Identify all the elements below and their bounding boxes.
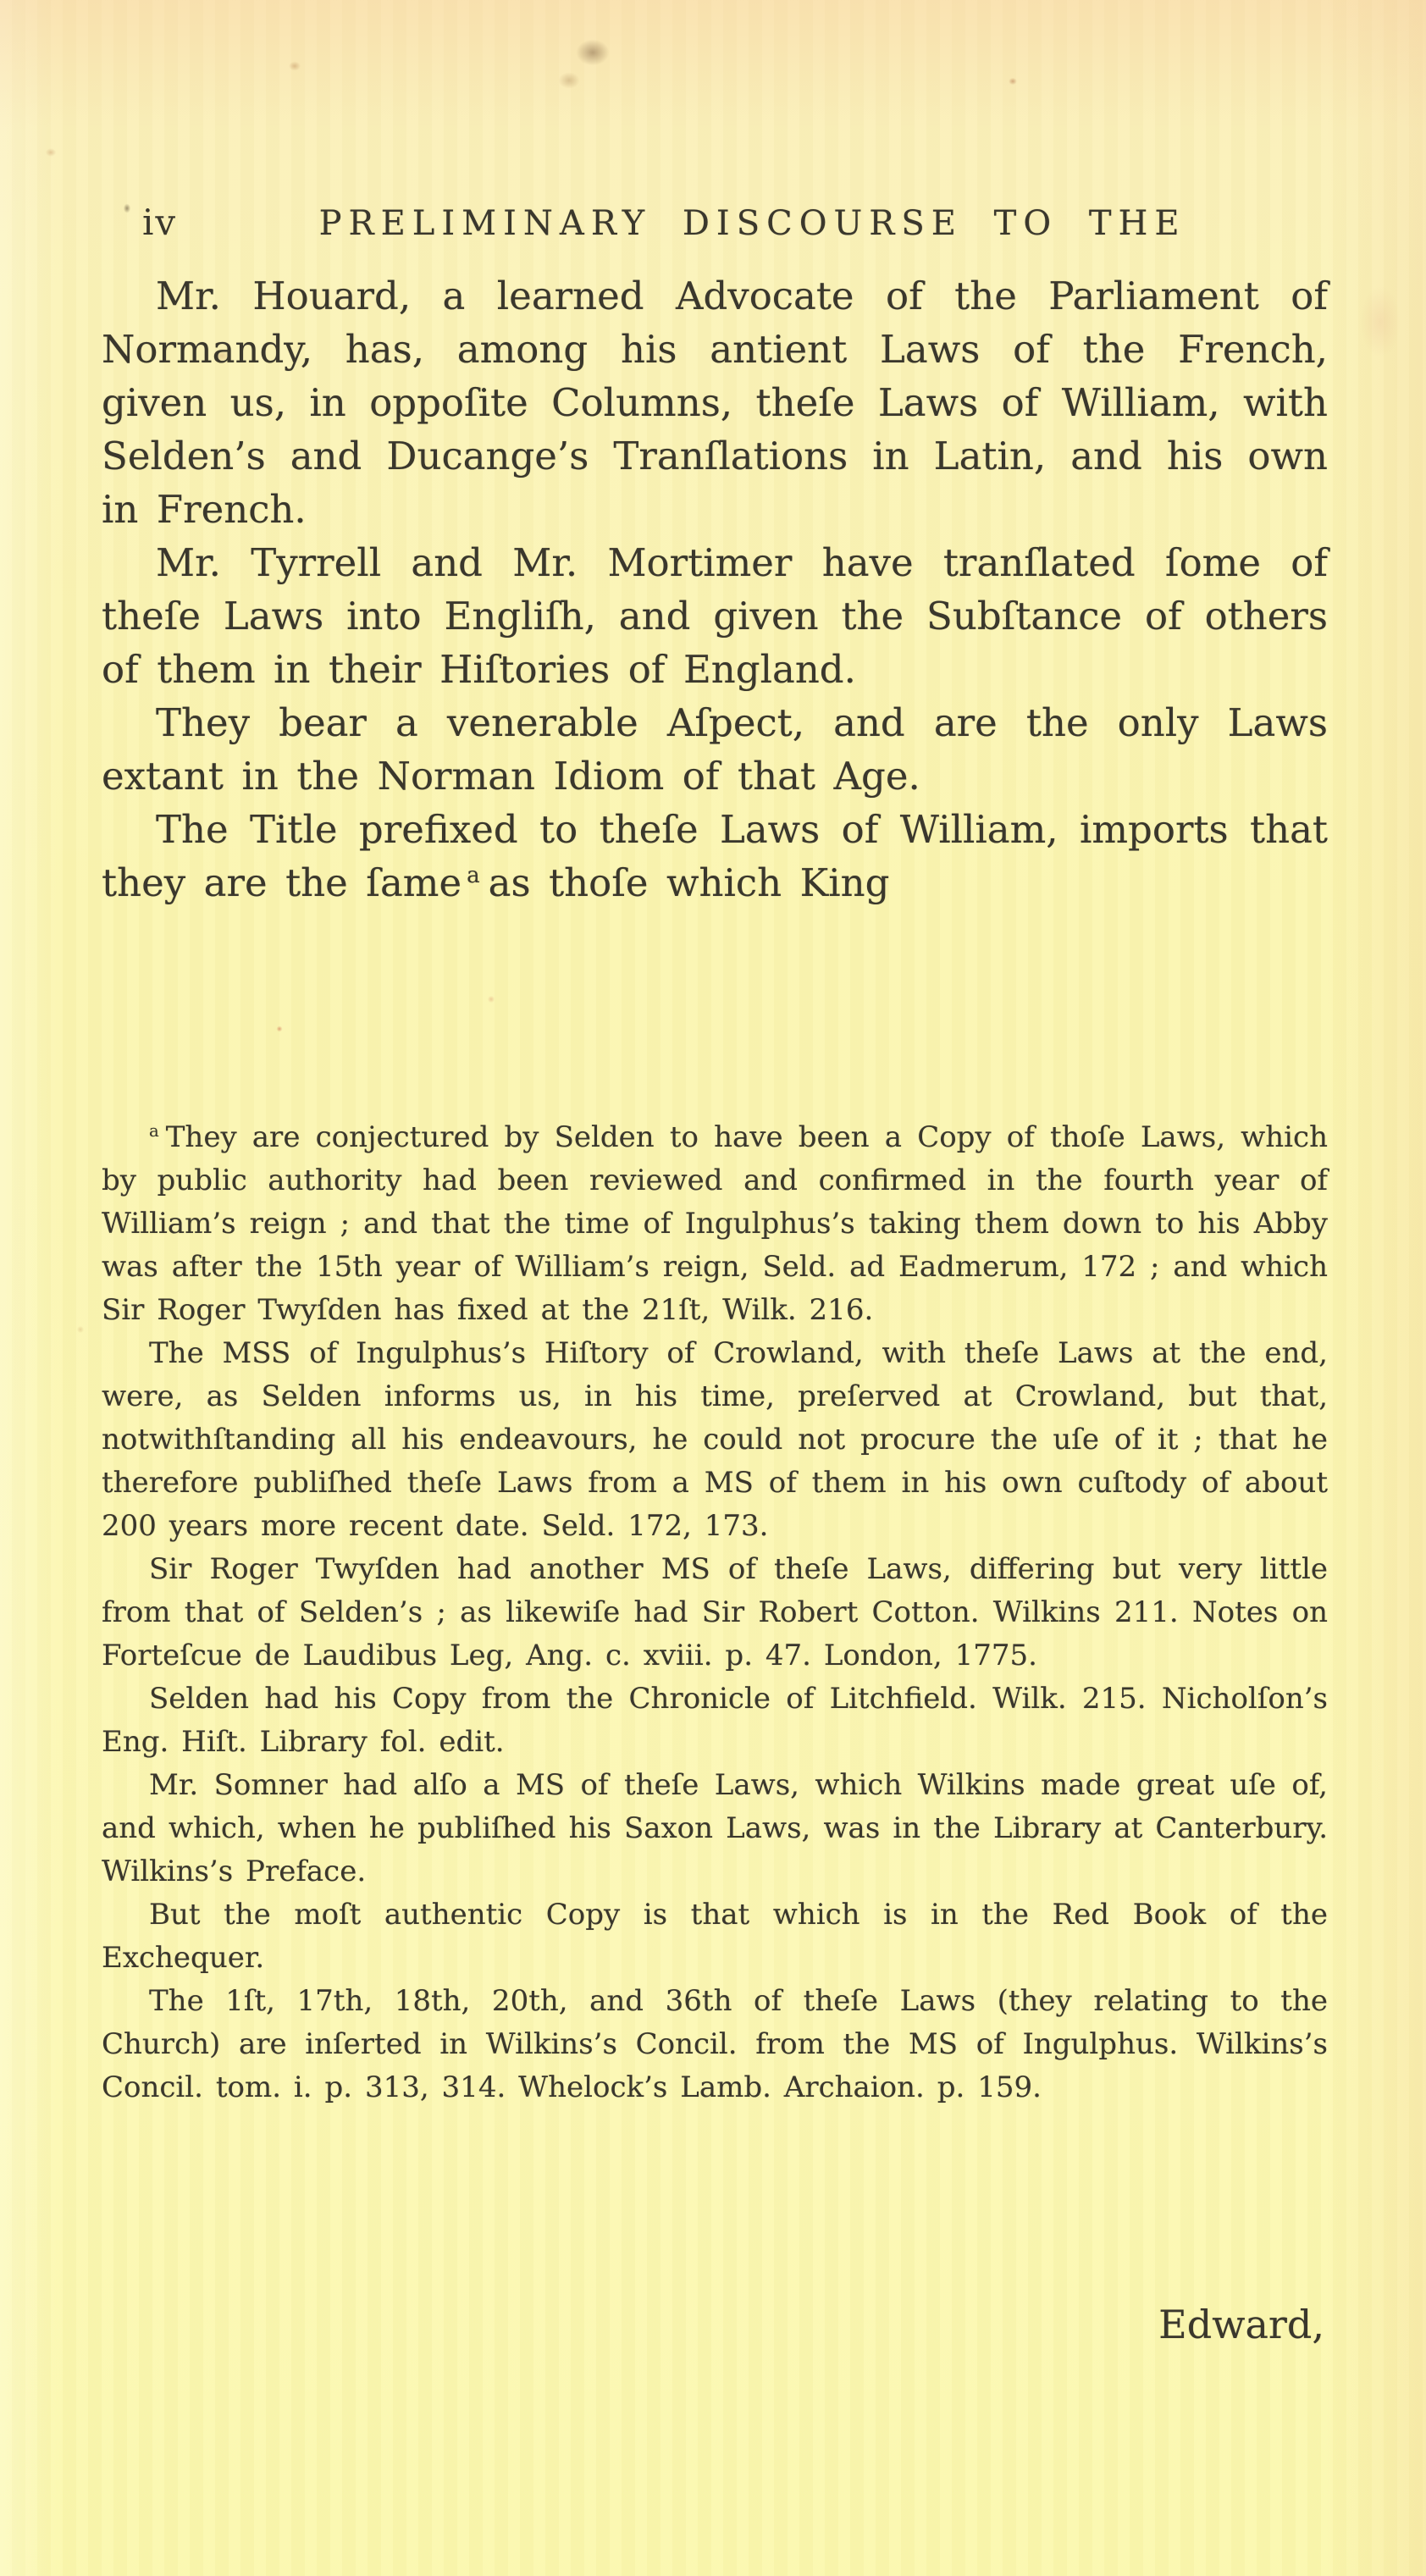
- footnote: Mr. Somner had alſo a MS of theſe Laws, which Wilkins made great uſe of, and which, when he publiſhed his Saxon Laws, was in the Library at Canterbury. Wilkins’s Preface.: [102, 1768, 1328, 1888]
- footnote: But the moſt authentic Copy is that which is in the Red Book of the Exchequer.: [102, 1898, 1328, 1975]
- page-number: iv: [142, 202, 178, 243]
- footnote: The 1ſt, 17th, 18th, 20th, and 36th of theſe Laws (they relating to the Church) are inſerted in Wilkins’s Concil. from the MS of Ingulphus. Wilkins’s Concil. tom. i. p. 313, 314. Whelock’s Lamb. Archaion. p. 159.: [102, 1984, 1328, 2104]
- catchword: Edward,: [1158, 2302, 1324, 2347]
- paragraph: They bear a venerable Aſpect, and are the only Laws extant in the Norman Idiom of that Age.: [102, 700, 1328, 799]
- footnote: [102, 1116, 1328, 1332]
- footnotes: [102, 1116, 1328, 2109]
- paragraph: [102, 803, 1328, 909]
- footnote: Sir Roger Twyſden had another MS of theſe Laws, differing but very little from that of Selden’s ; as likewiſe had Sir Robert Cotton. Wilkins 211. Notes on Forteſcue de Laudibus Leg, Ang. c. xviii. p. 47. London, 1775.: [102, 1552, 1328, 1672]
- footnote-marker: a: [149, 1120, 159, 1141]
- main-text: [102, 269, 1328, 909]
- paragraph-text: The Title prefixed to theſe Laws of William, imports that they are the ſame: [102, 807, 1328, 905]
- running-title: PRELIMINARY DISCOURSE TO THE: [318, 204, 1186, 243]
- paragraph: Mr. Houard, a learned Advocate of the Parliament of Normandy, has, among his antient Laws of the French, given us, in oppoſite Columns, theſe Laws of William, with Selden’s and Ducange’s Tranſlations in Latin, and his own in French.: [102, 274, 1328, 532]
- paragraph: Mr. Tyrrell and Mr. Mortimer have tranſlated ſome of theſe Laws into Engliſh, and given the Subſtance of others of them in their Hiſtories of England.: [102, 540, 1328, 692]
- footnote: The MSS of Ingulphus’s Hiſtory of Crowland, with theſe Laws at the end, were, as Selden informs us, in his time, preſerved at Crowland, but that, notwithſtanding all his endeavours, he could not procure the uſe of it ; that he therefore publiſhed theſe Laws from a MS of them in his own cuſtody of about 200 years more recent date. Seld. 172, 173.: [102, 1336, 1328, 1543]
- footnote-marker: a: [467, 863, 480, 888]
- running-head: [102, 202, 1328, 256]
- footnote: Selden had his Copy from the Chronicle of Litchfield. Wilk. 215. Nicholſon’s Eng. Hiſt. Library fol. edit.: [102, 1682, 1328, 1759]
- footnote-text: They are conjectured by Selden to have been a Copy of thoſe Laws, which by public authority had been reviewed and confirmed in the fourth year of William’s reign ; and that the time of Ingulphus’s taking them down to his Abby was after the 15th year of William’s reign, Seld. ad Eadmerum, 172 ; and which Sir Roger Twyſden has fixed at the 21ſt, Wilk. 216.: [102, 1120, 1328, 1327]
- paragraph-text: as thoſe which King: [488, 860, 890, 905]
